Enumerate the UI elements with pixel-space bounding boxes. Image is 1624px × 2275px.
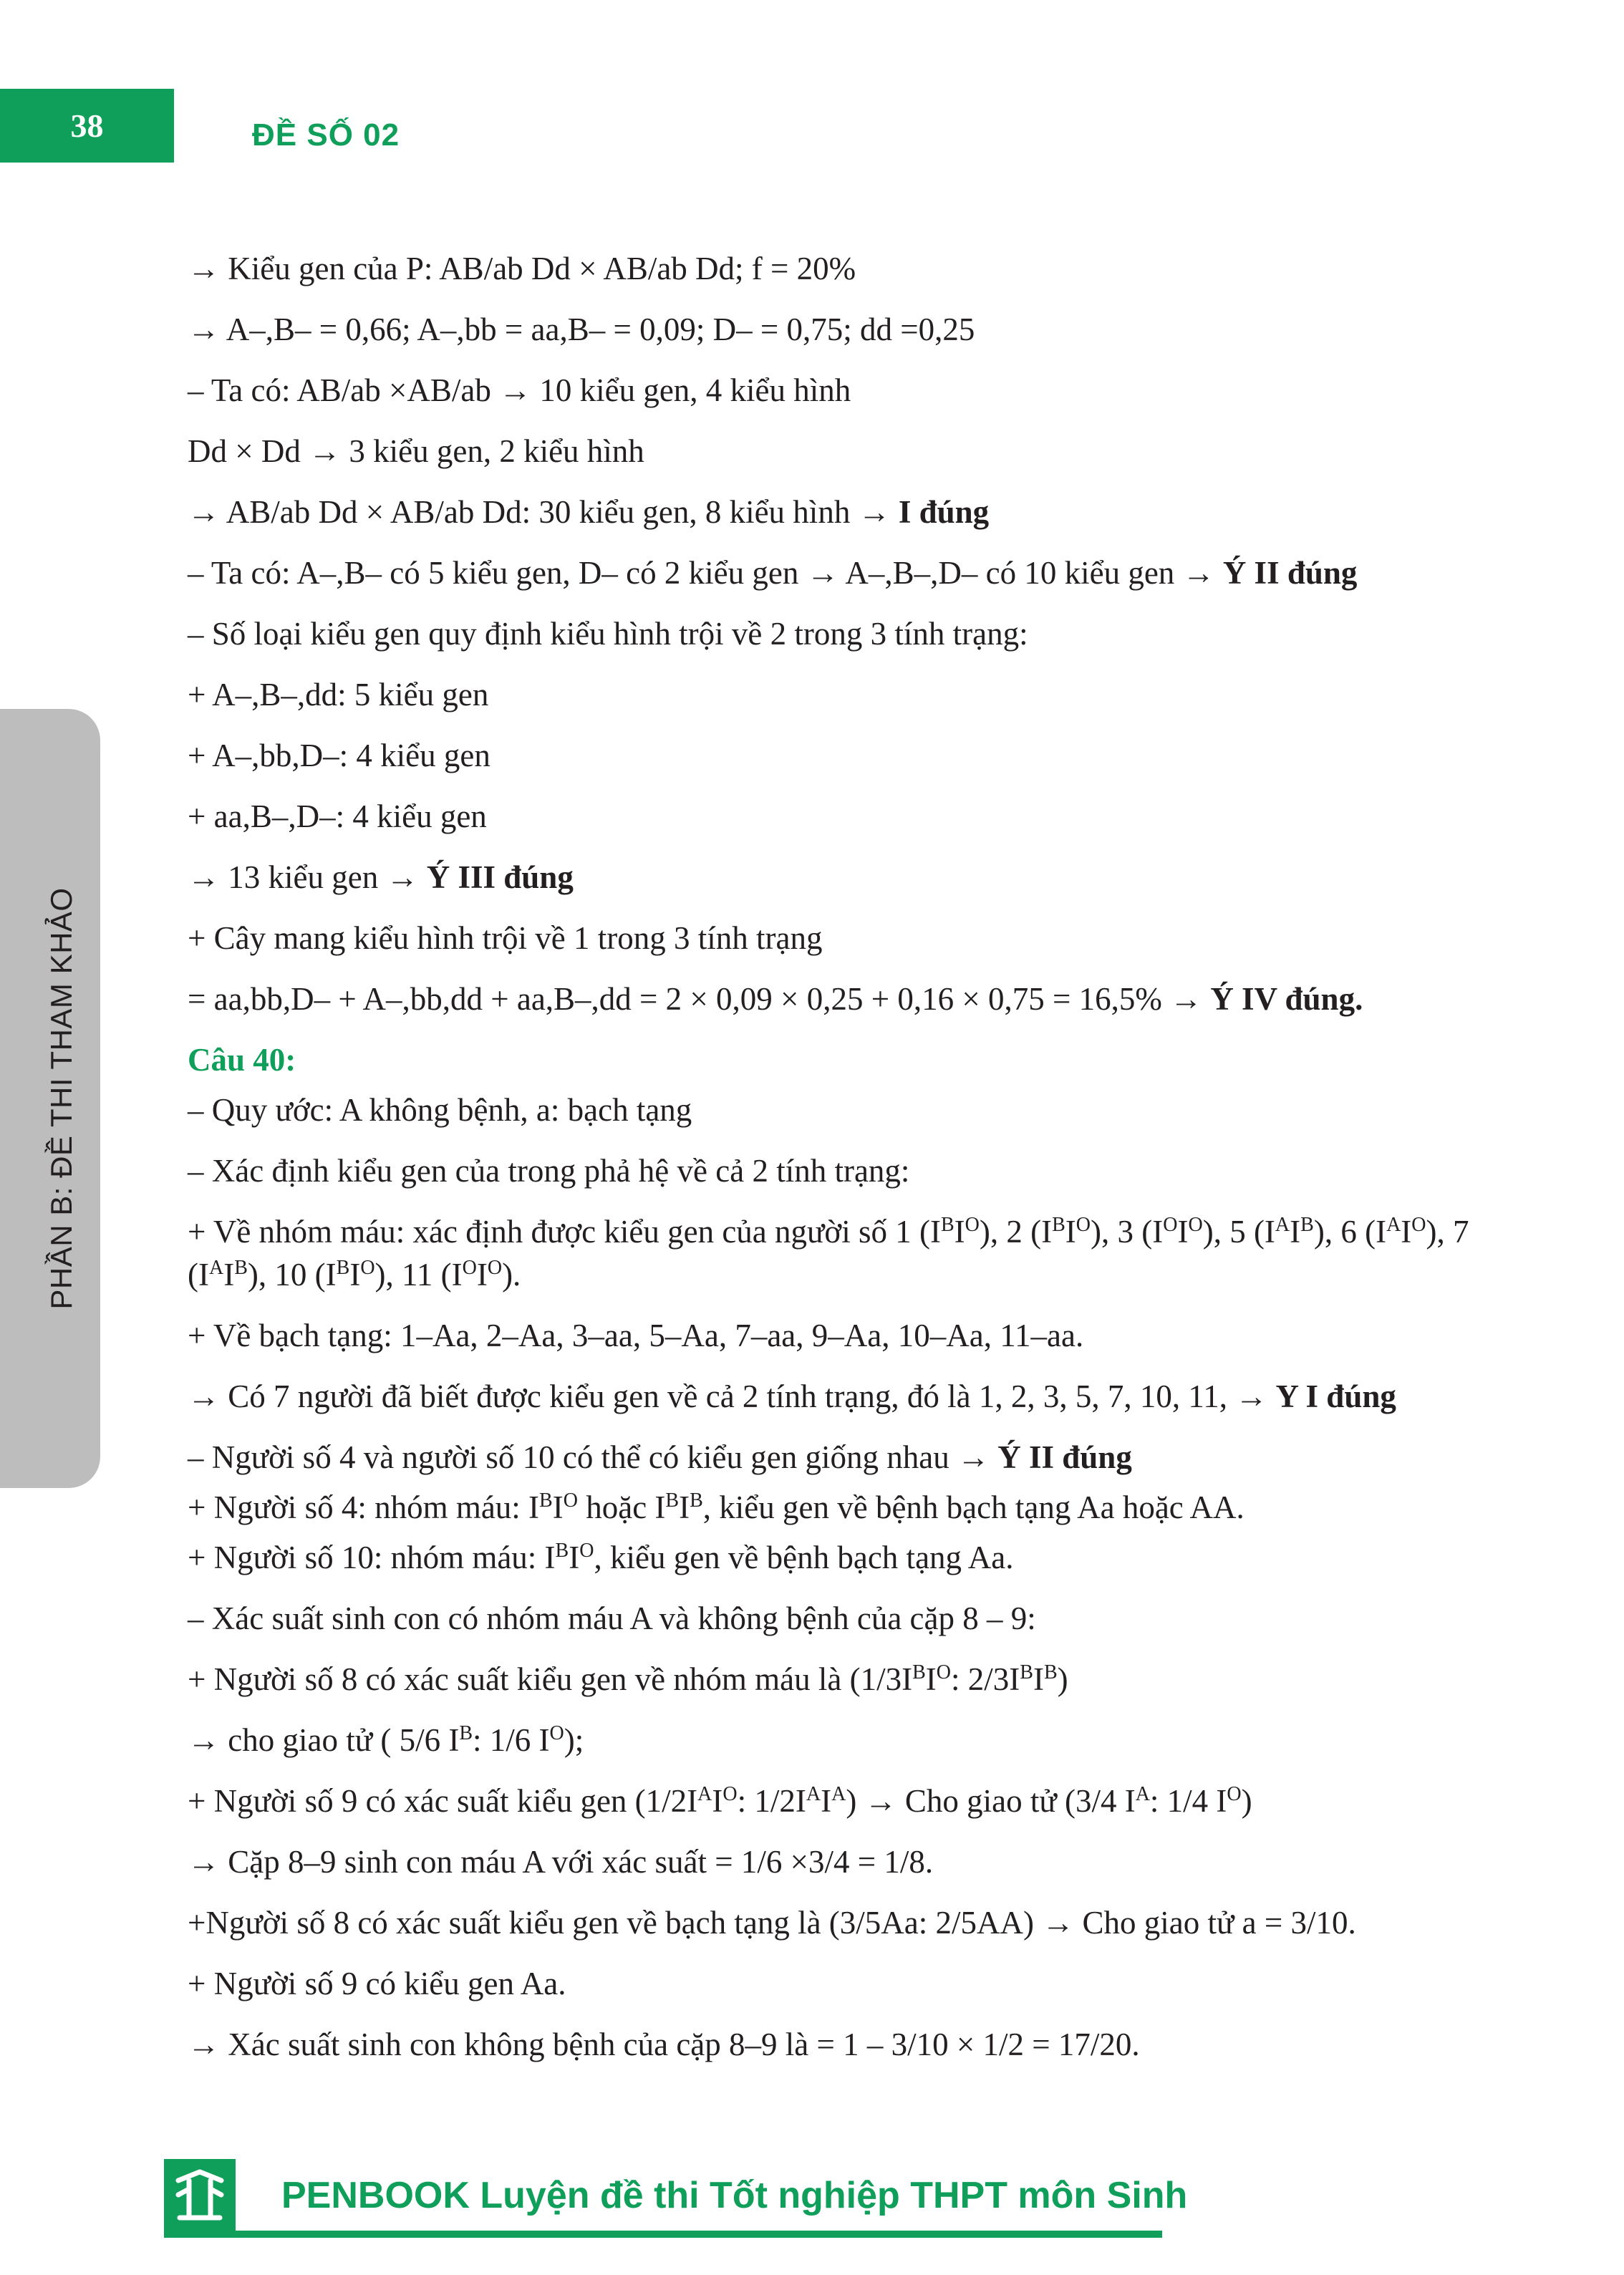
text-line: + Người số 8 có xác suất kiểu gen về nhóm máu là ($1/3I^BI^O$: $2/3I^BI^B$) <box>188 1661 1068 1697</box>
footer-title: PENBOOK Luyện đề thi Tốt nghiệp THPT môn Sinh <box>281 2175 1188 2216</box>
conclusion-bold: Ý II đúng <box>1222 555 1358 591</box>
solution-content <box>188 247 1512 2084</box>
text-span: → 13 kiểu gen → <box>188 859 427 895</box>
text-line: + aa,B–,D–: 4 kiểu gen <box>188 798 487 834</box>
page-number: 38 <box>0 89 174 163</box>
text-line <box>188 977 1512 1020</box>
text-span: → Có 7 người đã biết được kiểu gen về cả 2 tính trạng, đó là 1, 2, 3, 5, 7, 10, 11, → <box>188 1378 1276 1414</box>
text-line <box>188 551 1512 594</box>
side-tab-label: PHẦN B: ĐỀ THI THAM KHẢO <box>44 887 78 1310</box>
text-span: – Ta có: A–,B– có 5 kiểu gen, D– có 2 kiểu gen → A–,B–,D– có 10 kiểu gen → <box>188 555 1223 591</box>
text-line: + Người số 9 có kiểu gen Aa. <box>188 1966 566 2001</box>
header-title: ĐỀ SỐ 02 <box>252 117 400 153</box>
text-line: Dd × Dd → 3 kiểu gen, 2 kiểu hình <box>188 433 644 469</box>
text-line: + Về nhóm máu: xác định được kiểu gen của người số 1 $(I^BI^O)$, 2 $(I^BI^O)$, 3 $(I^OI^O)$, 5 $(I^AI^B)$, 6 $(I^AI^O)$, 7 $(I^AI^B)$, 10 $(I^BI^O)$, 11 $(I^OI^O)$. <box>188 1214 1469 1293</box>
text-line: – Số loại kiểu gen quy định kiểu hình trội về 2 trong 3 tính trạng: <box>188 616 1028 652</box>
penbook-logo-icon <box>164 2159 236 2231</box>
question-heading: Câu 40: <box>188 1042 296 1078</box>
conclusion-bold: Y I đúng <box>1275 1378 1396 1414</box>
text-line: + Người số 10: nhóm máu: $I^BI^O$, kiểu gen về bệnh bạch tạng Aa. <box>188 1540 1014 1575</box>
text-line: – Xác suất sinh con có nhóm máu A và không bệnh của cặp 8 – 9: <box>188 1600 1036 1636</box>
text-line <box>188 856 1512 899</box>
text-line: + Về bạch tạng: 1–Aa, 2–Aa, 3–aa, 5–Aa, 7–aa, 9–Aa, 10–Aa, 11–aa. <box>188 1318 1084 1353</box>
text-line: → Xác suất sinh con không bệnh của cặp 8–9 là = 1 – 3/10 × 1/2 = 17/20. <box>188 2027 1140 2062</box>
text-line: + Người số 4: nhóm máu: $I^BI^O$ hoặc $I^BI^B$, kiểu gen về bệnh bạch tạng Aa hoặc AA. <box>188 1489 1244 1525</box>
text-line: – Quy ước: A không bệnh, a: bạch tạng <box>188 1092 692 1128</box>
conclusion-bold: I đúng <box>898 494 990 530</box>
text-line: + Người số 9 có xác suất kiểu gen ($1/2I^AI^O$: $1/2I^AI^A$) → Cho giao tử (3/4 $I^A$: 1/4 $I^O$) <box>188 1783 1252 1819</box>
conclusion-bold: Ý II đúng <box>997 1439 1132 1475</box>
text-span: → AB/ab Dd × AB/ab Dd: 30 kiểu gen, 8 kiểu hình → <box>188 494 899 530</box>
text-span: – Người số 4 và người số 10 có thể có kiểu gen giống nhau → <box>188 1439 998 1475</box>
text-line: +Người số 8 có xác suất kiểu gen về bạch tạng là (3/5Aa: 2/5AA) → Cho giao tử a = 3/10. <box>188 1905 1356 1941</box>
text-line: + A–,bb,D–: 4 kiểu gen <box>188 738 490 773</box>
text-line: – Xác định kiểu gen của trong phả hệ về cả 2 tính trạng: <box>188 1153 910 1189</box>
text-span: = aa,bb,D– + A–,bb,dd + aa,B–,dd = 2 × 0,09 × 0,25 + 0,16 × 0,75 = 16,5% → <box>188 981 1211 1017</box>
text-line: → Kiểu gen của P: AB/ab Dd × AB/ab Dd; f = 20% <box>188 251 856 286</box>
text-line: + Cây mang kiểu hình trội về 1 trong 3 tính trạng <box>188 920 823 956</box>
text-line <box>188 1436 1512 1479</box>
footer-rule <box>164 2231 1162 2238</box>
conclusion-bold: Ý IV đúng. <box>1210 981 1363 1017</box>
text-line <box>188 491 1512 533</box>
text-line <box>188 1375 1512 1418</box>
text-line: + A–,B–,dd: 5 kiểu gen <box>188 677 489 713</box>
conclusion-bold: Ý III đúng <box>426 859 574 895</box>
text-line: → A–,B– = 0,66; A–,bb = aa,B– = 0,09; D– = 0,75; dd =0,25 <box>188 311 975 347</box>
text-line: → Cặp 8–9 sinh con máu A với xác suất = 1/6 ×3/4 = 1/8. <box>188 1844 934 1880</box>
text-line: → cho giao tử ( 5/6 $I^B$: 1/6 $I^O$); <box>188 1722 584 1758</box>
text-line: – Ta có: AB/ab ×AB/ab → 10 kiểu gen, 4 kiểu hình <box>188 372 851 408</box>
